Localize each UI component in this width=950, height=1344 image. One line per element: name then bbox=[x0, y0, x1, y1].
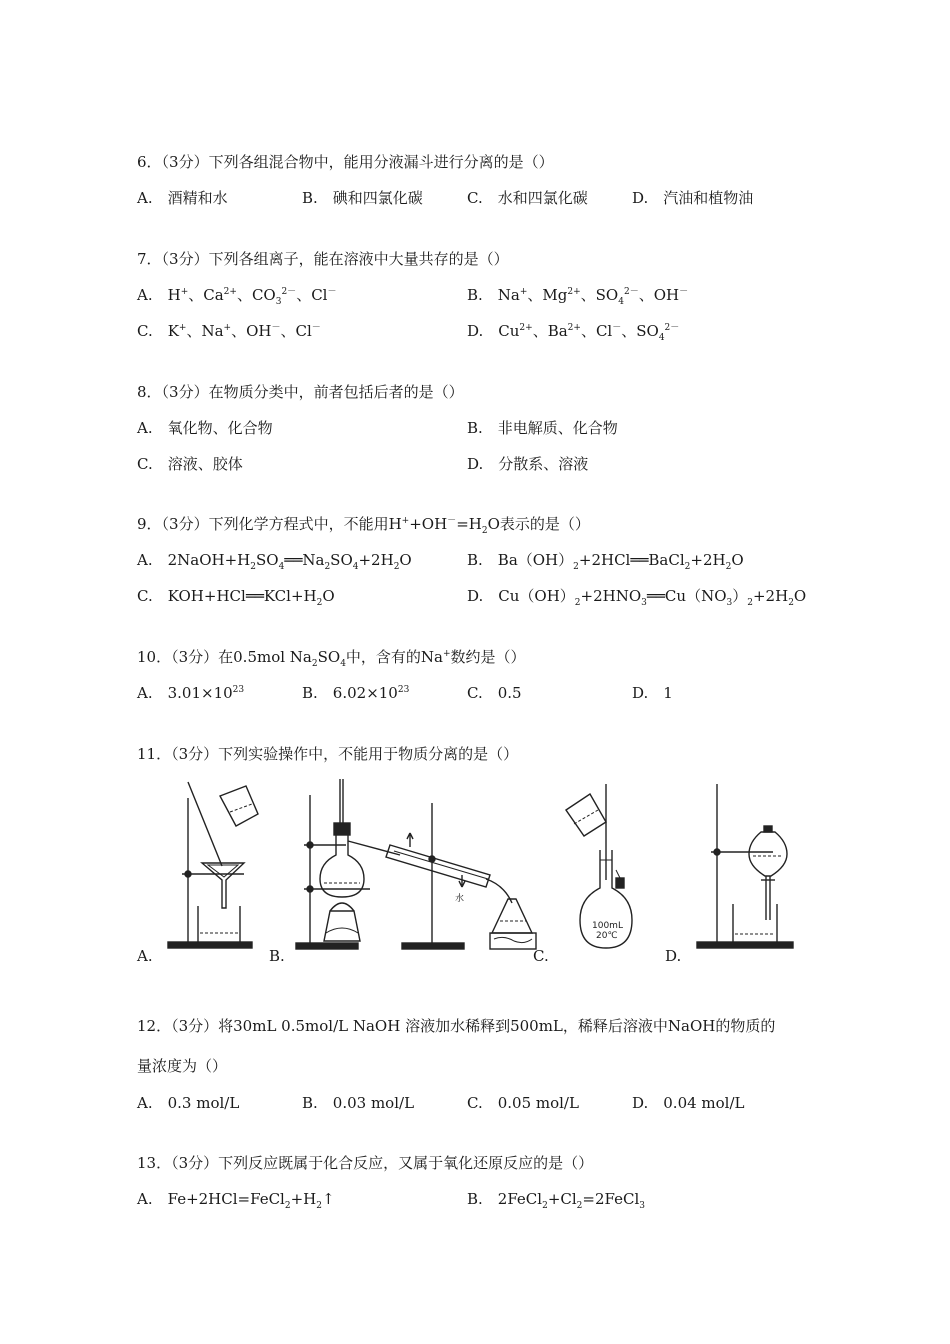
q6-stem: 6．（3分）下列各组混合物中，能用分液漏斗进行分离的是（） bbox=[137, 153, 554, 171]
q12-option-c: C. 0.05 mol/L bbox=[467, 1094, 579, 1112]
q13-option-a: A. $Fe+2HCl=FeCl_2+H_2↑$ bbox=[137, 1190, 335, 1211]
q10-option-d: D. 1 bbox=[632, 684, 673, 702]
q7-stem: 7．（3分）下列各组离子，能在溶液中大量共存的是（） bbox=[137, 250, 509, 268]
flask-temp-label: 20℃ bbox=[596, 931, 618, 941]
q11-option-a-label: A. bbox=[137, 947, 153, 965]
q11-option-b-label: B. bbox=[269, 947, 285, 965]
q12-stem: 12．（3分）将30mL 0.5mol/L NaOH 溶液加水稀释到500mL，稀释后溶液中NaOH的物质的 bbox=[137, 1017, 776, 1035]
q12-option-a: A. 0.3 mol/L bbox=[137, 1094, 240, 1112]
q8-option-c: C. 溶液、胶体 bbox=[137, 455, 243, 473]
distillation-apparatus-figure bbox=[290, 775, 540, 955]
q12-option-b: B. 0.03 mol/L bbox=[302, 1094, 415, 1112]
q7-option-c: C. K+、Na+、OH－、Cl－ bbox=[137, 322, 321, 340]
q9-option-d: D. $Cu(OH)_2+2HNO_3══Cu(NO_3)_2+2H_2O$ bbox=[467, 587, 807, 608]
q12-option-d: D. 0.04 mol/L bbox=[632, 1094, 745, 1112]
q8-option-b: B. 非电解质、化合物 bbox=[467, 419, 618, 437]
q7-option-d: D. $Cu^{2+}$、$Ba^{2+}$、Cl－、$SO_4^{2-}$ bbox=[467, 322, 680, 343]
q9-stem: 9．（3分）下列化学方程式中，不能用$H^++OH^-=H_2O$表示的是（） bbox=[137, 515, 590, 536]
q10-option-b: B. $6.02\times 10^{23}$ bbox=[302, 684, 410, 702]
flask-volume-label: 100mL bbox=[592, 921, 623, 931]
q6-option-c: C. 水和四氯化碳 bbox=[467, 189, 588, 207]
q6-option-d: D. 汽油和植物油 bbox=[632, 189, 754, 207]
q11-option-c-label: C. bbox=[533, 947, 549, 965]
filtration-apparatus-figure bbox=[160, 778, 260, 953]
q10-option-c: C. 0.5 bbox=[467, 684, 522, 702]
volumetric-flask-figure bbox=[560, 780, 635, 955]
q6-option-a: A. 酒精和水 bbox=[137, 189, 228, 207]
q12-stem-continuation: 量浓度为（） bbox=[137, 1057, 228, 1075]
q9-option-a: A. $2NaOH+H_2SO_4══Na_2SO_4+2H_2O$ bbox=[137, 551, 412, 572]
q10-option-a: A. $3.01\times 10^{23}$ bbox=[137, 684, 245, 702]
q6-option-b: B. 碘和四氯化碳 bbox=[302, 189, 423, 207]
q8-option-a: A. 氧化物、化合物 bbox=[137, 419, 273, 437]
q9-option-c: C. $KOH+HCl══KCl+H_2O$ bbox=[137, 587, 335, 608]
q11-option-d-label: D. bbox=[665, 947, 682, 965]
q9-option-b: B. $Ba(OH)_2+2HCl══BaCl_2+2H_2O$ bbox=[467, 551, 744, 572]
q13-option-b: B. $2FeCl_2+Cl_2=2FeCl_3$ bbox=[467, 1190, 645, 1211]
separatory-funnel-figure bbox=[693, 780, 798, 952]
q13-stem: 13．（3分）下列反应既属于化合反应，又属于氧化还原反应的是（） bbox=[137, 1154, 594, 1172]
q8-option-d: D. 分散系、溶液 bbox=[467, 455, 589, 473]
q7-option-b: B. Na+、$Mg^{2+}$、$SO_4^{2-}$、OH－ bbox=[467, 286, 689, 307]
water-label: 水 bbox=[455, 894, 465, 904]
q8-stem: 8．（3分）在物质分类中，前者包括后者的是（） bbox=[137, 383, 464, 401]
q11-stem: 11．（3分）下列实验操作中，不能用于物质分离的是（） bbox=[137, 745, 519, 763]
q10-stem: 10．（3分）在0.5mol $Na_2SO_4$中，含有的Na+数约是（） bbox=[137, 648, 526, 669]
q7-option-a: A. H+、$Ca^{2+}$、$CO_3^{2-}$、Cl－ bbox=[137, 286, 337, 307]
